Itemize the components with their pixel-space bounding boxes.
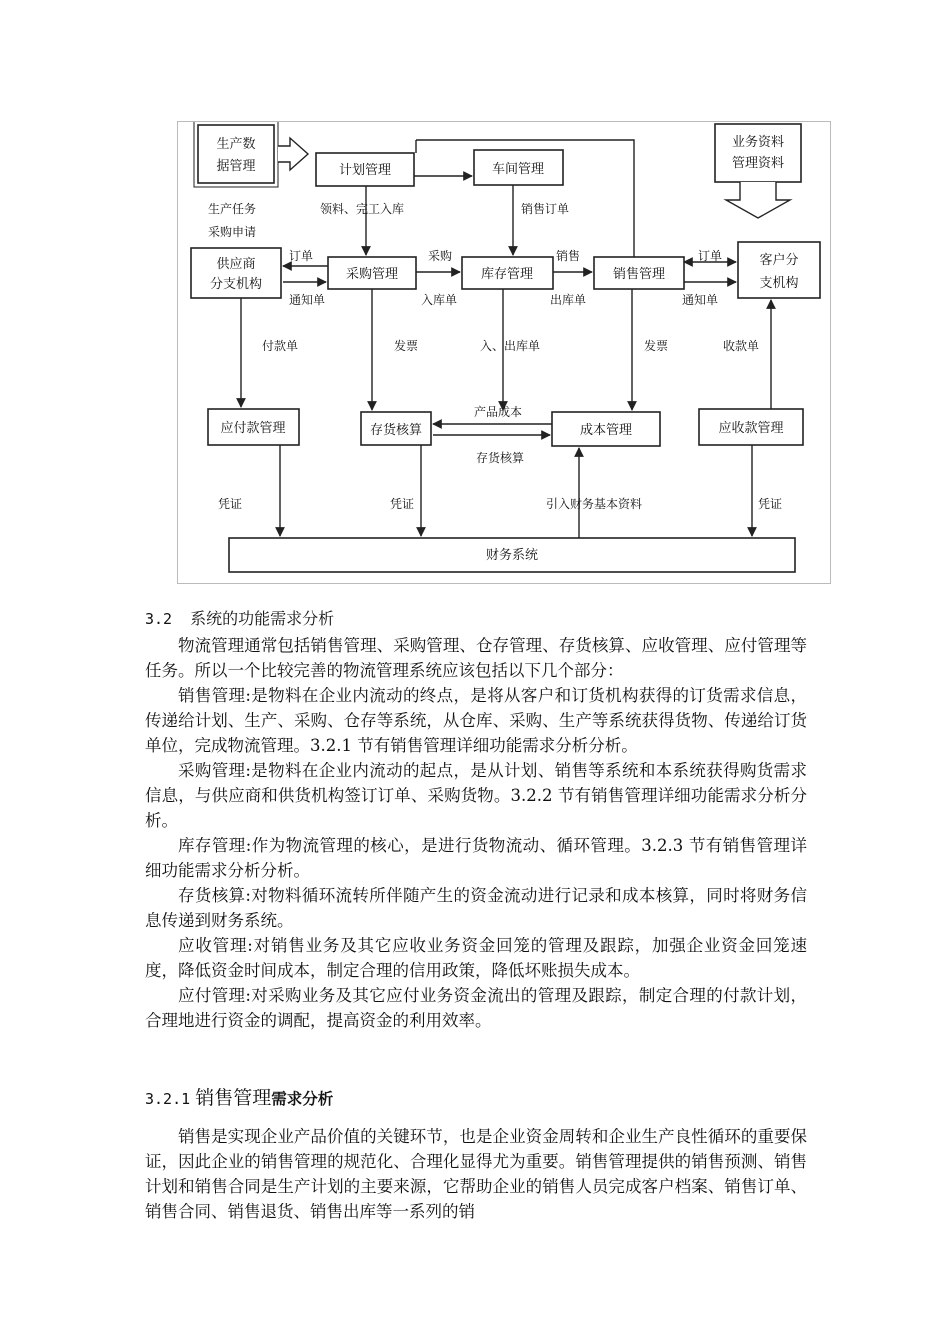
production-data-node [194, 122, 308, 187]
paragraph-inventory: 库存管理:作为物流管理的核心，是进行货物流动、循环管理。3.2.3 节有销售管理详细功能需求分析分析。 [145, 836, 807, 880]
finance-node [229, 538, 795, 572]
label-receipt-slip: 收款单 [723, 339, 760, 353]
paragraph-purchasing: 采购管理:是物料在企业内流动的起点，是从计划、销售等系统和本系统获得购货需求信息，与供应商和供货机构签订订单、采购货物。3.2.2 节有销售管理详细功能需求分析分析。 [145, 761, 807, 830]
label-out-slip: 出库单 [550, 293, 587, 307]
paragraph-sales: 销售管理:是物料在企业内流动的终点，是将从客户和订货机构获得的订货需求信息，传递给计划、生产、采购、仓存等系统，从仓库、采购、生产等系统获得货物、传递给订货单位，完成物流管理。3.2.1 节有销售管理详细功能需求分析分析。 [145, 686, 807, 755]
paragraph-stock-accounting: 存货核算:对物料循环流转所伴随产生的资金流动进行记录和成本核算，同时将财务信息传递到财务系统。 [145, 886, 807, 930]
section-number: 3.2 [145, 610, 173, 628]
label-in-out-slip: 入、出库单 [480, 339, 541, 353]
paragraph-intro: 物流管理通常包括销售管理、采购管理、仓存管理、存货核算、应收管理、应付管理等任务。所以一个比较完善的物流管理系统应该包括以下几个部分： [145, 636, 807, 680]
label-voucher-3: 凭证 [758, 497, 783, 511]
customer-node [738, 242, 820, 298]
label-sales-order: 销售订单 [521, 202, 570, 216]
payable-label: 应付款管理 [220, 421, 286, 436]
label-voucher-1: 凭证 [218, 497, 243, 511]
purchasing-node [328, 257, 416, 289]
planning-label: 计划管理 [338, 163, 392, 178]
subsection-title-small: 需求分析 [271, 1090, 334, 1108]
label-invoice-left: 发票 [394, 339, 419, 353]
inventory-label: 库存管理 [480, 267, 534, 282]
label-notice-right: 通知单 [682, 293, 719, 307]
label-material-in: 领料、完工入库 [320, 202, 405, 216]
label-prod-task-2: 采购申请 [208, 225, 257, 239]
stock-accounting-label: 存货核算 [369, 423, 423, 438]
stock-accounting-node [361, 412, 431, 445]
section-heading-3-2 [145, 606, 334, 629]
label-payment-slip: 付款单 [262, 339, 299, 353]
label-import-finance: 引入财务基本资料 [546, 497, 643, 511]
label-product-cost: 产品成本 [474, 405, 523, 419]
cost-label: 成本管理 [579, 423, 633, 438]
label-order-right: 订单 [698, 249, 723, 263]
label-in-slip: 入库单 [421, 293, 458, 307]
sales-node [594, 257, 684, 289]
business-data-line2: 管理资料 [731, 156, 785, 171]
label-prod-task-1: 生产任务 [208, 202, 257, 216]
supplier-line1: 供应商 [216, 257, 256, 272]
section-heading-3-2-1 [145, 1083, 333, 1110]
receivable-node [699, 409, 803, 445]
supplier-node [191, 248, 281, 298]
customer-line2: 支机构 [759, 276, 799, 291]
label-invoice-right: 发票 [644, 339, 669, 353]
subsection-title-large: 销售管理 [195, 1087, 272, 1109]
label-voucher-2: 凭证 [390, 497, 415, 511]
business-data-line1: 业务资料 [731, 135, 785, 150]
inventory-node [462, 257, 553, 289]
label-purchase: 采购 [428, 249, 453, 263]
finance-label: 财务系统 [485, 548, 539, 563]
section-3-2-1-body [145, 1124, 807, 1224]
production-data-line1: 生产数 [216, 137, 256, 152]
workshop-label: 车间管理 [491, 162, 545, 177]
paragraph-payable: 应付管理:对采购业务及其它应付业务资金流出的管理及跟踪，制定合理的付款计划，合理地进行资金的调配，提高资金的利用效率。 [145, 986, 807, 1030]
supplier-line2: 分支机构 [209, 277, 263, 292]
planning-node [316, 153, 414, 186]
paragraph-receivable: 应收管理:对销售业务及其它应收业务资金回笼的管理及跟踪，加强企业资金回笼速度，降低资金时间成本，制定合理的信用政策，降低坏账损失成本。 [145, 936, 807, 980]
subsection-number: 3.2.1 [145, 1090, 191, 1108]
logistics-flow-diagram [177, 121, 831, 584]
paragraph-sales-analysis: 销售是实现企业产品价值的关键环节，也是企业资金周转和企业生产良性循环的重要保证，因此企业的销售管理的规范化、合理化显得尤为重要。销售管理提供的销售预测、销售计划和销售合同是生产计划的主要来源，它帮助企业的销售人员完成客户档案、销售订单、销售合同、销售退货、销售出库等一系列的销 [145, 1127, 807, 1221]
label-order-left: 订单 [289, 249, 314, 263]
customer-line1: 客户分 [759, 253, 799, 268]
business-data-node [715, 124, 801, 218]
label-notice-left: 通知单 [289, 293, 326, 307]
workshop-node [474, 150, 563, 185]
cost-node [552, 412, 660, 446]
receivable-label: 应收款管理 [718, 421, 784, 436]
production-data-line2: 据管理 [216, 159, 256, 174]
payable-node [208, 409, 299, 445]
purchasing-label: 采购管理 [345, 267, 399, 282]
label-sell: 销售 [556, 249, 581, 263]
section-title: 系统的功能需求分析 [190, 609, 335, 628]
label-stock-accounting-2: 存货核算 [476, 451, 525, 465]
sales-label: 销售管理 [612, 267, 666, 282]
section-3-2-body [145, 633, 807, 1033]
